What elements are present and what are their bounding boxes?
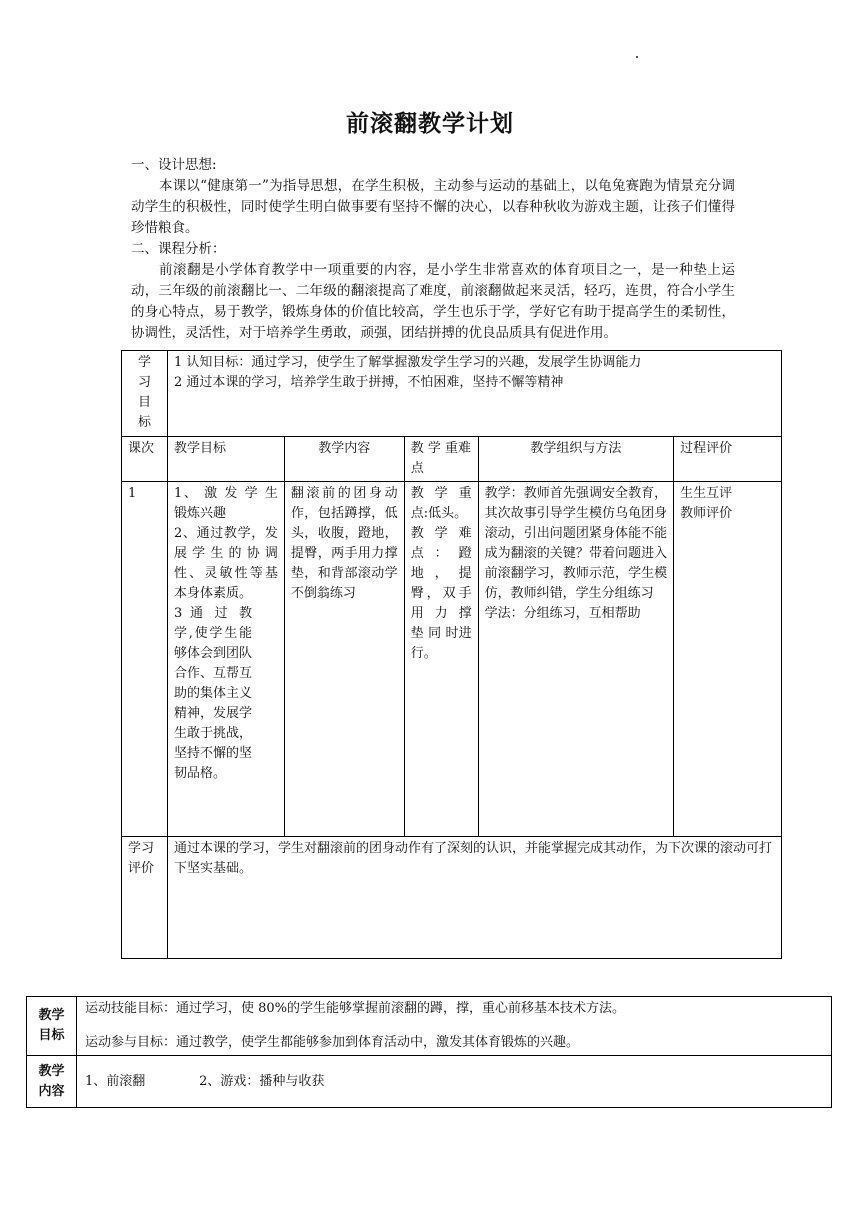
content-cell: 翻滚前的团身动作，包括蹲撑，低头，收腹，蹬地，提臀，两手用力撑垫，和背部滚动学不倒翁练习 (284, 482, 404, 837)
assessment-label: 学习评价 (128, 841, 155, 876)
keypoint-item: 教 学 难 点 ： 蹬 地 ， 提 臀，双手用 力 撑 垫 同 时进行。 (410, 526, 472, 661)
lesson-plan-table (121, 350, 782, 959)
objective-item: 2、通过教学，发展学生的协调性、灵敏性等基本身体素质。 (173, 526, 278, 601)
teaching-content-label: 教学内容 (38, 1063, 65, 1099)
teaching-summary-table (26, 996, 832, 1108)
teaching-goal-label: 教学目标 (38, 1008, 65, 1043)
header-keypoints: 教 学 重难点 (404, 437, 478, 482)
method-cell (478, 482, 674, 837)
teaching-content-row (27, 1056, 832, 1108)
header-objective: 教学目标 (167, 437, 284, 482)
lesson-row (122, 482, 782, 837)
section-heading-design: 一、设计思想: (131, 157, 217, 173)
document-title: 前滚翻教学计划 (346, 111, 514, 137)
goal-label: 学习目标 (137, 355, 151, 430)
header-lesson: 课次 (122, 437, 168, 482)
goal-content-cell (167, 351, 781, 437)
content-item: 1、前滚翻 (84, 1073, 146, 1089)
page-dot (636, 56, 638, 58)
assessment-row (122, 837, 782, 959)
goal-label-cell (122, 351, 168, 437)
goal-line: 2 通过本课的学习，培养学生敢于拼搏，不怕困难，坚持不懈等精神 (173, 375, 564, 390)
header-method: 教学组织与方法 (478, 437, 674, 482)
section-heading-analysis: 二、课程分析： (131, 241, 226, 257)
teaching-goal-content (76, 997, 831, 1056)
method-item: 学法：分组练习，互相帮助 (484, 606, 641, 621)
header-evaluation: 过程评价 (674, 437, 782, 482)
teaching-content-label-cell (27, 1056, 77, 1108)
design-section (131, 155, 735, 344)
objective-cell (167, 482, 284, 837)
lesson-number: 1 (122, 482, 168, 837)
evaluation-item: 生生互评 (680, 486, 733, 501)
goal-line: 1 认知目标：通过学习，使学生了解掌握激发学生学习的兴趣，发展学生协调能力 (173, 355, 642, 370)
content-item: 2、游戏：播种与收获 (199, 1073, 325, 1089)
evaluation-item: 教师评价 (680, 506, 733, 521)
keypoint-item: 教 学 重 点:低头。 (410, 486, 472, 521)
teaching-content-items (76, 1056, 831, 1108)
objective-item: 1、 激 发 学 生 锻炼兴趣 (173, 486, 278, 521)
method-item: 教学：教师首先强调安全教育，其次故事引导学生模仿乌龟团身滚动，引出问题团紧身体能不能成为翻滚的关键？带着问题进入前滚翻学习，教师示范，学生模仿，教师纠错，学生分组练习 (484, 486, 668, 601)
teaching-goal-line: 运动参与目标：通过教学，使学生都能够参加到体育活动中，激发其体育锻炼的兴趣。 (84, 1035, 579, 1050)
keypoints-cell (404, 482, 478, 837)
teaching-goal-row (27, 997, 832, 1056)
evaluation-cell (674, 482, 782, 837)
assessment-text: 通过本课的学习，学生对翻滚前的团身动作有了深刻的认识，并能掌握完成其动作，为下次课的滚动可打下坚实基础。 (167, 837, 781, 959)
teaching-goal-line: 运动技能目标：通过学习，使 80%的学生能够掌握前滚翻的蹲，撑，重心前移基本技术方法。 (84, 1001, 626, 1016)
teaching-goal-label-cell (27, 997, 77, 1056)
section-paragraph-design: 本课以“健康第一”为指导思想，在学生积极，主动参与运动的基础上，以龟兔赛跑为情景充分调动学生的积极性，同时使学生明白做事要有坚持不懈的决心，以春种秋收为游戏主题，让孩子们懂得珍惜粮食。 (131, 178, 735, 236)
objective-item: 3 通 过 教 学,使学生能够体会到团队合作、互帮互助的集体主义精神，发展学生敢于挑战，坚持不懈的坚韧品格。 (173, 606, 252, 781)
header-row (122, 437, 782, 482)
header-content: 教学内容 (284, 437, 404, 482)
assessment-label-cell (122, 837, 168, 959)
section-paragraph-analysis: 前滚翻是小学体育教学中一项重要的内容，是小学生非常喜欢的体育项目之一，是一种垫上运动，三年级的前滚翻比一、二年级的翻滚提高了难度，前滚翻做起来灵活，轻巧，连贯，符合小学生的身心特点，易于教学，锻炼身体的价值比较高，学生也乐于学，学好它有助于提高学生的柔韧性，协调性，灵活性，对于培养学生勇敢，顽强，团结拼搏的优良品质具有促进作用。 (131, 262, 735, 341)
goal-row (122, 351, 782, 437)
